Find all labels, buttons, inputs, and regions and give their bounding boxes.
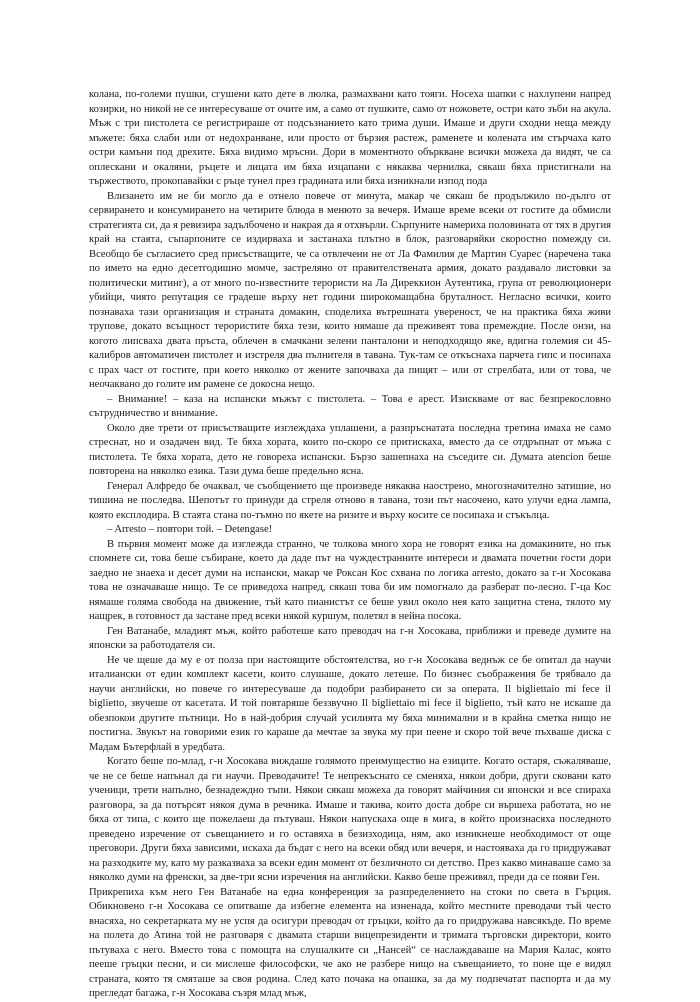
paragraph: Ген Ватанабе, младият мъж, който работеше като преводач на г-н Хосокава, приближи и преведе думите на японски за работодателя си. [89,625,611,651]
paragraph: Не че щеше да му е от полза при настоящите обстоятелства, но г-н Хосокава веднъж се бе опитал да научи италиански от един комплект касети, които слушаше, докато летеше. По бизнес съображения бе трябвало да научи английски, но повече го интересуваше да подобри разбирането си за операта. Il bigliettaio mi fece il biglietto, звучеше от касетата. И той повтаряше беззвучно Il bigliettaio mi fece il biglietto, тъй като не искаше да обезпокои другите пътници. Но в най-добрия случай усилията му бяха минимални и в крайна сметка нищо не постигна. Звукът на говорими език го караше да мечтае за звука му при пеене и скоро той вече пъхваше диска с Мадам Бътерфлай в уредбата. [89,654,611,753]
paragraph: Прикрепиха към него Ген Ватанабе на една конференция за разпределението на стоки по света в Гърция. Обикновено г-н Хосокава се опитваше да избегне елемента на изненада, който местните преводачи тъй често внасяха, но секретарката му не успя да осигури преводач от гръцки, който да го придружава навсякъде. По време на полета до Атина той не разговаря с двамата старши вицепрезиденти и тримата търговски директори, които пътуваха с него. Вместо това с помощта на слушалките си „Нансей“ се наслаждаваше на Мария Калас, която пееше гръцки песни, и си мислеше философски, че ако не разбере нищо на съвещанието, то поне ще е видял страната, която тя смяташе за своя родина. След като почака на опашка, за да му подпечатат паспорта и да му прегледат багажа, г-н Хосокава съзря млад мъж, [89,886,611,999]
dialogue-line: – Arresto – повтори той. – Detengase! [107,524,273,535]
paragraph: Когато беше по-млад, г-н Хосокава виждаше голямото преимущество на езиците. Когато остаря, съжаляваше, че не се беше напънал да ги научи. Преводачите! Те непрекъснато се сменяха, някои добри, други сковани като ученици, трети напълно, безнадеждно тъпи. Някои сякаш можеха да говорят майчиния си японски и все спираха разговора, за да потърсят някоя дума в речника. Имаше и такива, които доста добре си вършеха работата, но не бяха от типа, с които ще пожелаеш да пътуваш. Някои напускаха още в мига, в който произнасяха последното преведено изречение от съвещанието и го оставяха в безизходица, ням, ако изникнеше необходимост от още преговори. Други бяха зависими, искаха да бъдат с него на всеки обяд или вечеря, и настояваха да го придружават на разходките му, като му разказваха за всеки един момент от безличното си детство. През какво минаваше само за няколко думи на френски, за две-три ясни изречения на английски. Какво беше преживял, преди да се появи Ген. [89,756,611,883]
body-text [89,88,611,1002]
paragraph: Генерал Алфредо бе очаквал, че съобщението ще произведе някаква наострено, многозначително затишие, но тишина не последва. Шепотът го принуди да стреля отново в тавана, този път насочено, като улучи една лампа, която експлодира. В стаята стана по-тъмно по якете на ризите и върху косите се посипаха и стъкълца. [89,480,611,521]
paragraph: Влизането им не би могло да е отнело повече от минута, макар че сякаш бе продължило по-дълго от сервирането и консумирането на четирите блюда в менюто за вечеря. Имаше време всеки от гостите да обмисли стратегията си, да я ревизира задълбочено и накрая да я отхвърли. Сърпуните намериха половината от тях в другия край на стаята, съпарпоните се издирваха и застанаха плътно в блок, разговаряйки скоростно помежду си. Всеобщо бе съгласието сред присъстващите, че са отвлечени не от Ла Фамилия де Мартин Суарес (наречена така по името на едно десетгодишно момче, застреляно от правителствената армия, докато раздавало листовки за политически митинг), а от много по-известните терористи на Ла Диреккион Аутентика, група от революционери убийци, чиято репутация се градеше върху нет години широкомащабна бруталност. Негласно всички, които познаваха тази организация и страната домакин, споделиха вътрешната увереност, че на практика бяха живи трупове, докато всъщност терористите бяха тези, които нямаше да преживеят това премеждие. После онзи, на когото липсваха двата пръста, облечен в смачкани зелени панталони и неподходящо яке, вдигна големия си 45-калибров автоматичен пистолет и изстреля два пълнителя в тавана. Тук-там се откъснаха парчета гипс и посипаха с прах част от гостите, при което няколко от жените започваха да пищят – или от стрелбата, или от това, че неочаквано до голите им рамене се докосна нещо. [89,190,611,390]
dialogue-line: – Внимание! – каза на испански мъжът с пистолета. – Това е арест. Изискваме от вас безпрекословно сътрудничество и внимание. [89,393,611,419]
paragraph: Около две трети от присъстващите изглеждаха уплашени, а разпръснатата последна третина имаха не само стреснат, но и озадачен вид. Те бяха хората, които по-скоро се притискаха, вместо да се отдръпнат от мъжа с пистолета. Те бяха хората, дето не говореха испански. Бързо зашепнаха на съседите си. Думата atencion беше повторена на няколко езика. Тази дума беше предельно ясна. [89,422,611,477]
paragraph: В първия момент може да изглежда странно, че толкова много хора не говорят езика на домакините, но пък спомнете си, това беше събиране, което да даде път на чуждестранните интереси и двамата почетни гости дори заедно не знаеха и десет думи на испански, макар че Роксан Кос схвана по логика arresto, докато за г-н Хосокава това не означаваше нищо. Те се приведоха напред, сякаш това би им помогнало да разберат по-лесно. Г-ца Кос нямаше голяма свобода на движение, тъй като пианистът се беше увил около нея като защитна стена, тялото му нащрек, в готовност да застане пред всеки някой куршум, полетял в нейна посока. [89,538,611,622]
paragraph: колана, по-големи пушки, сгушени като дете в люлка, размахвани като тояги. Носеха шапки с нахлупени напред козирки, но никой не се интересуваше от очите им, а само от пушките, само от ножовете, остри като зъби на акула. Мъж с три пистолета се регистрираше от подсъзнанието като трима души. Имаше и други сходни неща между мъжете: бяха слаби или от недохранване, или просто от бързия растеж, раменете и колената им стърчаха като остри камъни под дрехите. Бяха видимо мръсни. Дори в моментното объркване всички можеха да видят, че са оплескани и окаляни, ръцете и лицата им бяха изцапани с някаква чернилка, сякаш бяха пристигнали на тържеството, прокопавайки с ръце тунел през градината или бяха изникнали изпод пода [89,89,611,187]
